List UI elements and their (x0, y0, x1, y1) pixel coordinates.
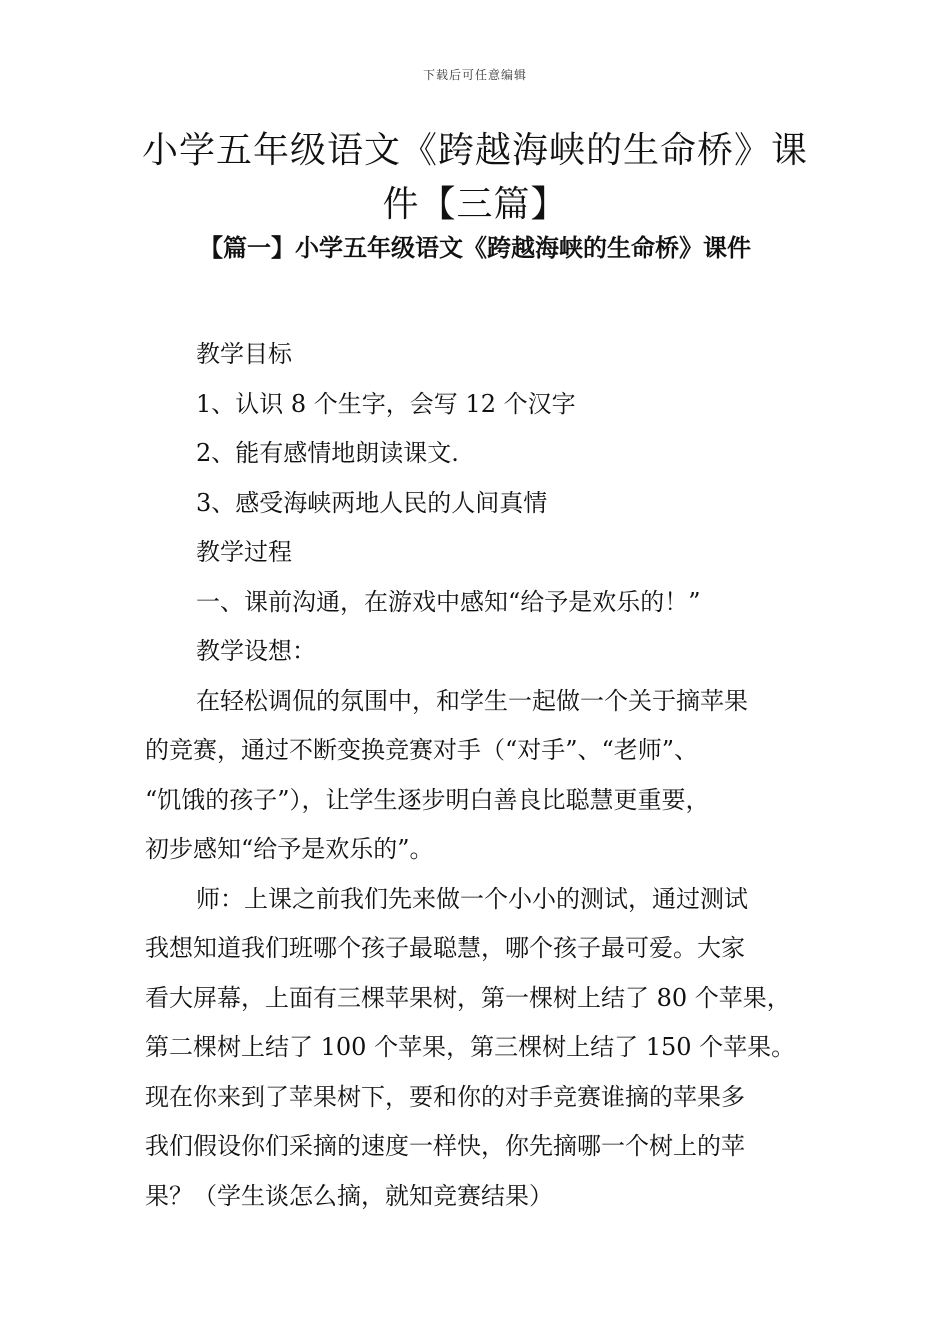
header-note: 下载后可任意编辑 (422, 68, 527, 82)
paragraph-line: 师：上课之前我们先来做一个小小的测试，通过测试 (196, 884, 748, 913)
paragraph-line: 看大屏幕，上面有三棵苹果树，第一棵树上结了 80 个苹果， (145, 983, 791, 1012)
objective-item-2: 2、能有感情地朗读课文. (196, 439, 459, 467)
objective-item-3: 3、感受海峡两地人民的人间真情 (196, 488, 548, 517)
paragraph-line: 初步感知“给予是欢乐的”。 (145, 835, 434, 863)
objectives-heading: 教学目标 (196, 340, 292, 368)
title-line-1: 小学五年级语文《跨越海峡的生命桥》课 (141, 130, 808, 171)
paragraph-line: “饥饿的孩子”），让学生逐步明白善良比聪慧更重要， (145, 785, 710, 814)
process-heading: 教学过程 (196, 538, 292, 566)
document-title (120, 124, 830, 232)
objective-item-1: 1、认识 8 个生字，会写 12 个汉字 (196, 389, 576, 418)
paragraph-line: 的竞赛，通过不断变换竞赛对手（“对手”、“老师”、 (145, 736, 699, 764)
process-step-1: 一、课前沟通，在游戏中感知“给予是欢乐的！” (196, 587, 701, 616)
design-heading: 教学设想： (196, 637, 316, 665)
paragraph-line: 我们假设你们采摘的速度一样快，你先摘哪一个树上的苹 (145, 1132, 745, 1160)
paragraph-teacher (145, 875, 815, 1222)
paragraph-line: 我想知道我们班哪个孩子最聪慧，哪个孩子最可爱。大家 (145, 934, 745, 962)
paragraph-line: 第二棵树上结了 100 个苹果，第三棵树上结了 150 个苹果。 (145, 1033, 796, 1061)
paragraph-line: 果？（学生谈怎么摘，就知竞赛结果） (145, 1181, 553, 1210)
document-body (145, 330, 815, 1221)
paragraph-line: 现在你来到了苹果树下，要和你的对手竞赛谁摘的苹果多 (145, 1082, 745, 1111)
title-line-2: 件【三篇】 (382, 184, 568, 225)
paragraph-design (145, 677, 815, 875)
section-subtitle: 【篇一】小学五年级语文《跨越海峡的生命桥》课件 (199, 233, 751, 262)
paragraph-line: 在轻松调侃的氛围中，和学生一起做一个关于摘苹果 (196, 686, 748, 715)
